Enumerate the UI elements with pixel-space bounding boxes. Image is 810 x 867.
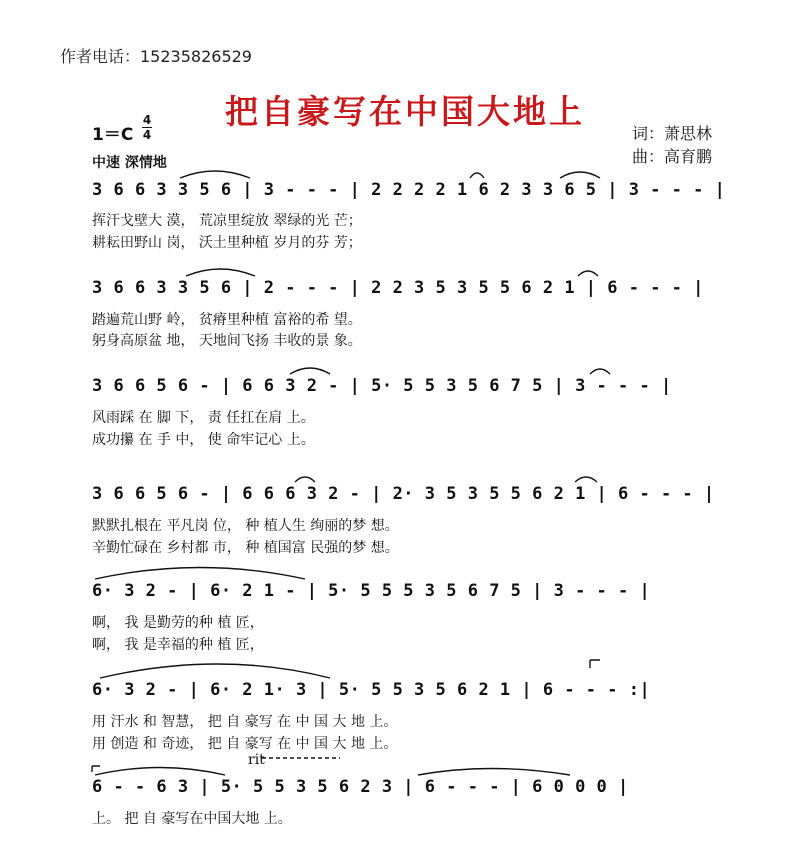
ritardando-mark: rit — [248, 752, 265, 768]
staff-row-5-notes: 6· 3 2 - | 6· 2 1 - | 5· 5 5 5 3 5 6 7 5 | 3 - - - | — [92, 581, 651, 601]
meter-bottom: 4 — [142, 128, 152, 142]
song-title: 把自豪写在中国大地上 — [225, 92, 585, 131]
staff-row-1-notes: 3 6 6 3 3 5 6 | 3 - - - | 2 2 2 2 1 6 2 3 3 6 5 | 3 - - - | — [92, 180, 726, 200]
staff-row-4-notes: 3 6 6 5 6 - | 6 6 6 3 2 - | 2· 3 5 3 5 5 6 2 1 | 6 - - - | — [92, 484, 715, 504]
author-phone: 作者电话：15235826529 — [60, 47, 252, 66]
composer-credit: 曲：高育鹏 — [632, 147, 713, 166]
staff-row-1-lyrics-1: 挥汗戈壁大 漠， 荒凉里绽放 翠绿的光 芒； — [92, 213, 362, 229]
meter-top: 4 — [142, 113, 152, 127]
staff-row-7-lyrics-1: 上。 把 自 豪写在中国大地 上。 — [92, 811, 292, 827]
staff-row-2-notes: 3 6 6 3 3 5 6 | 2 - - - | 2 2 3 5 3 5 5 6 2 1 | 6 - - - | — [92, 278, 704, 298]
staff-row-5-lyrics-2: 啊， 我 是幸福的种 植 匠， — [92, 637, 264, 653]
staff-row-7-notes: 6 - - 6 3 | 5· 5 5 3 5 6 2 3 | 6 - - - | 6 0 0 0 | — [92, 777, 629, 797]
staff-row-1-lyrics-2: 耕耘田野山 岗， 沃土里种植 岁月的芬 芳； — [92, 235, 362, 251]
staff-row-3-notes: 3 6 6 5 6 - | 6 6 3 2 - | 5· 5 5 3 5 6 7 5 | 3 - - - | — [92, 376, 672, 396]
staff-row-2-lyrics-2: 躬身高原盆 地， 天地间飞扬 丰收的景 象。 — [92, 333, 362, 349]
staff-row-5-lyrics-1: 啊， 我 是勤劳的种 植 匠， — [92, 615, 264, 631]
staff-row-3-lyrics-2: 成功攥 在 手 中， 使 命牢记心 上。 — [92, 432, 315, 448]
tempo-marking: 中速 深情地 — [92, 155, 167, 171]
staff-row-6-lyrics-1: 用 汗水 和 智慧， 把 自 豪写 在 中 国 大 地 上。 — [92, 714, 398, 730]
staff-row-4-lyrics-1: 默默扎根在 平凡岗 位， 种 植人生 绚丽的梦 想。 — [92, 518, 399, 534]
staff-row-3-lyrics-1: 风雨踩 在 脚 下， 责 任扛在肩 上。 — [92, 410, 315, 426]
staff-row-4-lyrics-2: 辛勤忙碌在 乡村都 市， 种 植国富 民强的梦 想。 — [92, 540, 399, 556]
staff-row-2-lyrics-1: 踏遍荒山野 岭， 贫瘠里种植 富裕的希 望。 — [92, 312, 362, 328]
key-signature: 1＝C — [92, 125, 134, 145]
staff-row-6-lyrics-2: 用 创造 和 奇迹， 把 自 豪写 在 中 国 大 地 上。 — [92, 736, 398, 752]
lyricist-credit: 词：萧思林 — [632, 124, 713, 143]
staff-row-6-notes: 6· 3 2 - | 6· 2 1· 3 | 5· 5 5 3 5 6 2 1 | 6 - - - :| — [92, 680, 651, 700]
